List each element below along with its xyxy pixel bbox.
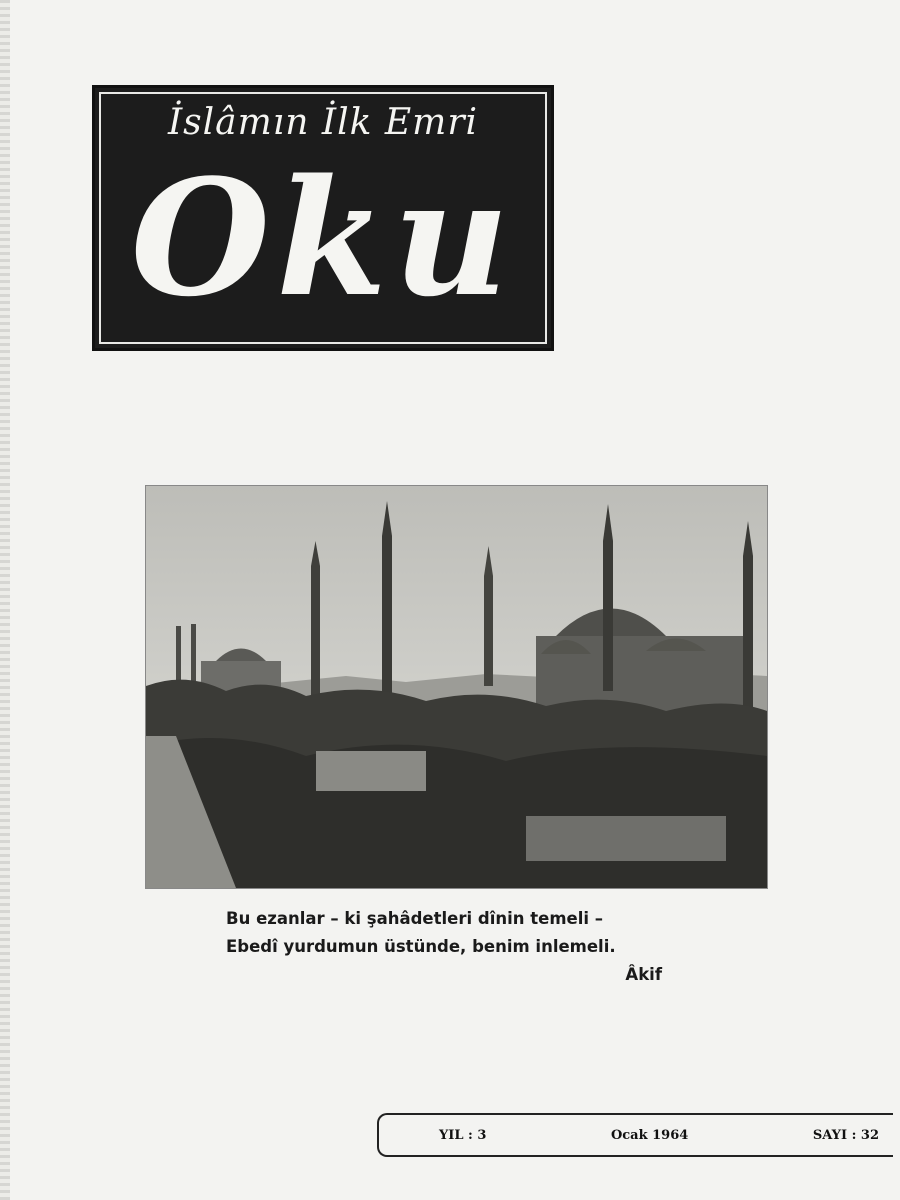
poem-line-1: Bu ezanlar – ki şahâdetleri dînin temeli – — [226, 909, 604, 928]
poem — [226, 905, 666, 989]
issue-year: YIL : 3 — [439, 1127, 487, 1143]
page-edge — [0, 0, 10, 1200]
mosque-photo-image — [146, 486, 767, 888]
masthead-subtitle: İslâmın İlk Emri — [167, 102, 479, 143]
issue-info-bar — [377, 1113, 893, 1157]
issue-number: SAYI : 32 — [812, 1127, 879, 1143]
poem-line-2: Ebedî yurdumun üstünde, benim inlemeli. — [226, 937, 616, 956]
masthead-title: Oku — [130, 144, 516, 332]
mosque-photo — [145, 485, 768, 889]
poem-author: Âkif — [625, 965, 662, 984]
issue-date: Ocak 1964 — [610, 1127, 689, 1143]
masthead — [92, 85, 554, 351]
